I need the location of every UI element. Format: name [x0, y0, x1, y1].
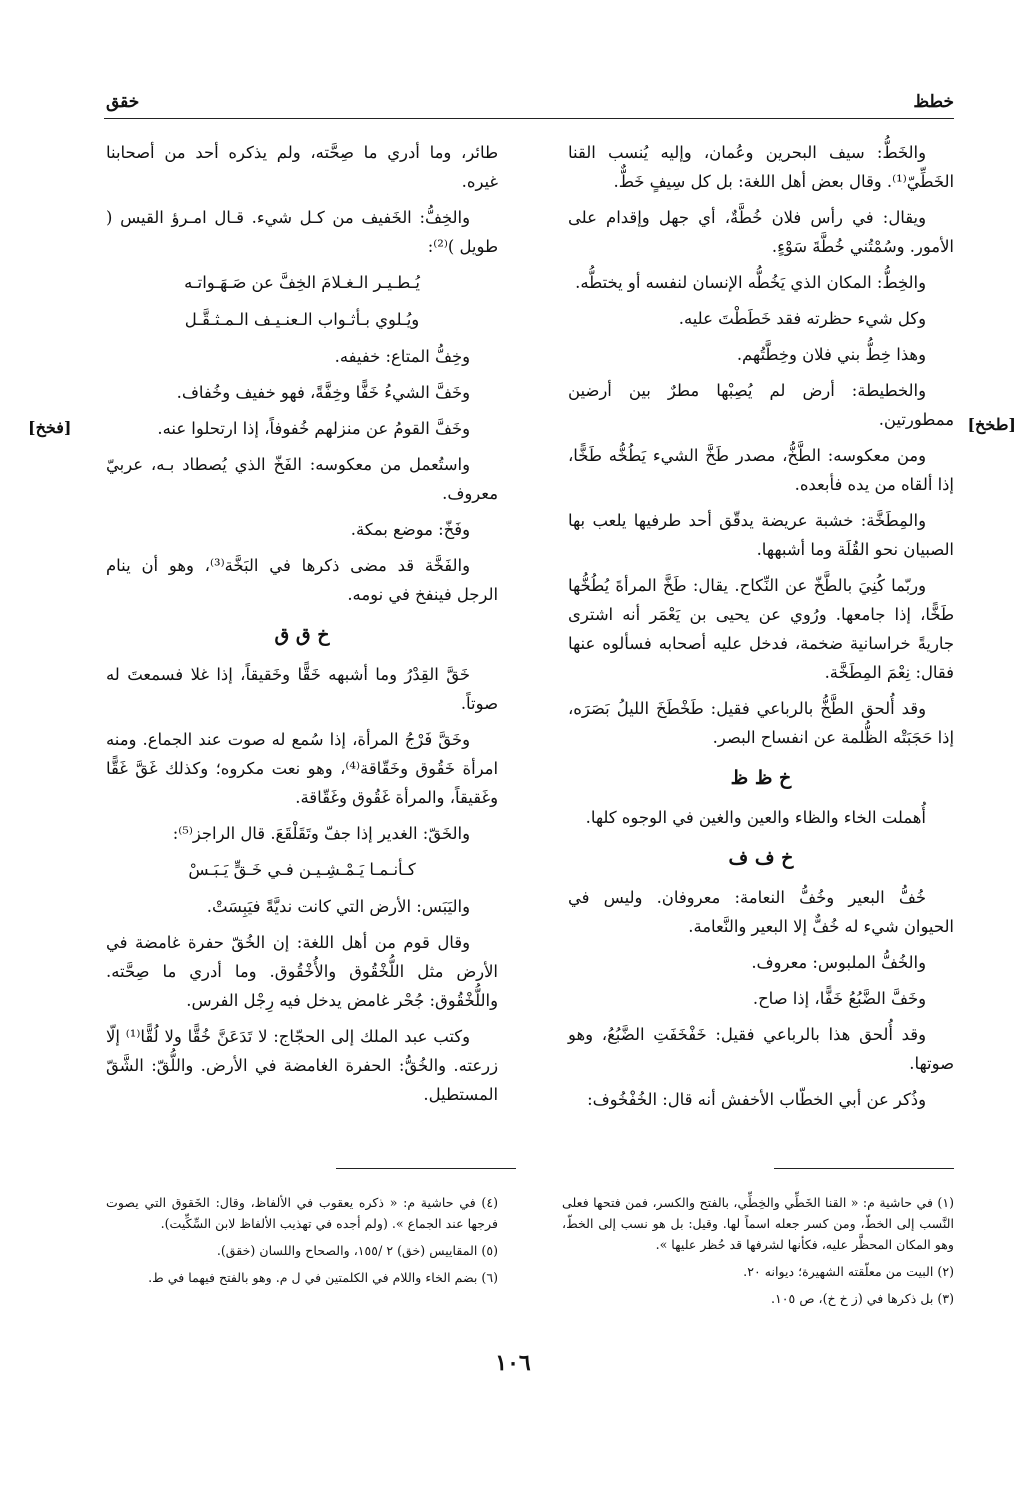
footnote-rule-left [336, 1168, 516, 1169]
paragraph: والخَقّ: الغدير إذا جفّ وتَقَلْقَعَ. قال الراجز⁽⁵⁾: [172, 824, 470, 843]
paragraph: وخَفَّ الشيءُ خَفًّا وخِفَّةً، فهو خفيف وخُفاف. [176, 383, 470, 402]
paragraph: وخَقَّ فَرْجُ المرأة، إذا سُمع له صوت عند الجماع. ومنه امرأة خَقُوق وخَقّاقة⁽⁴⁾، وهو نعت مكروه؛ وكذلك غَقَّ غَقًّا وغَقيقاً، والمرأة غَقُوق وغَقّاقة. [106, 730, 499, 807]
footnote: (٣) بل ذكرها في (ز خ خ)، ص ١٠٥. [771, 1291, 954, 1306]
left-column [106, 138, 498, 1116]
paragraph: والفَخَّة قد مضى ذكرها في البَخَّة⁽³⁾، وهو أن ينام الرجل فينفخ في نومه. [106, 556, 498, 604]
paragraph: وخِفُّ المتاع: خفيفه. [334, 347, 470, 366]
paragraph: وخَفَّ القومُ عن منزلهم خُفوفاً، إذا ارتحلوا عنه. [157, 419, 470, 438]
section-heading: خ ظ ظ [730, 767, 792, 789]
paragraph: والمِطَخَّة: خشبة عريضة يدقّق أحد طرفيها يلعب بها الصبيان نحو القُلَة وما أشبهها. [568, 511, 954, 559]
running-header-right: خطظ [913, 92, 954, 112]
paragraph: والخطيطة: أرض لم يُصِبْها مطرٌ بين أرضين ممطورتين. [568, 381, 954, 429]
page-number: ١٠٦ [495, 1350, 531, 1376]
paragraph: وذُكر عن أبي الخطّاب الأخفش أنه قال: الخُفْخُوف: [587, 1090, 926, 1109]
margin-tag-left: [فخخ] [28, 418, 72, 437]
right-column [568, 138, 954, 1121]
margin-tag-right: [طخخ] [967, 415, 1016, 434]
paragraph: خَقَّ القِدْرُ وما أشبهه خَقًّا وخَقيقاً، إذا غلا فسمعتَ له صوتاً. [106, 665, 498, 713]
paragraph: وقال قوم من أهل اللغة: إن الخُقّ حفرة غامضة في الأرض مثل اللُّخْقُوق والأُخْقُوق. وما أدري ما صِحَّته. واللُّخْقُوق: جُحْر غامض يدخل فيه رِجْل الفرس. [106, 933, 498, 1010]
footnote: (١) في حاشية م: « القنا الخَطِّي والخِطِّي، بالفتح والكسر، فمن فتحها فعلى النَّسب إلى الخطّ، ومن كسر جعله اسماً لها. وقيل: بل هو نسب إلى الخطّ، وهو المكان المحظَّر عليه، فكأنها لشرفها قد حُظر عليها ». [562, 1195, 954, 1252]
footnote: (٦) بضم الخاء واللام في الكلمتين في ل م. وهو بالفتح فيهما في ط. [148, 1270, 498, 1285]
verse-line: يُـطـيـر الـغـلامَ الخِفَّ عن صَـهَـواتـه [184, 273, 420, 292]
paragraph: وكل شيء حظرته فقد خَطَطْتَ عليه. [678, 309, 926, 328]
paragraph: أُهملت الخاء والظاء والعين والغين في الوجوه كلها. [585, 808, 926, 827]
paragraph: والخِطُّ: المكان الذي يَخُطُّه الإنسان لنفسه أو يختطُّه. [575, 273, 926, 292]
paragraph: طائر، وما أدري ما صِحَّته، ولم يذكره أحد من أصحابنا غيره. [106, 143, 498, 191]
paragraph: واستُعمل من معكوسه: الفَخّ الذي يُصطاد بـه، عربيّ معروف. [106, 455, 498, 503]
paragraph: وكتب عبد الملك إلى الحجّاج: لا تَدَعَنَّ خُقًّا ولا لُقًّا⁽¹⁾ إلّا زرعته. والخُقُّ: الحفرة الغامضة في الأرض. واللُّقّ: الشَّقّ المستطيل. [106, 1027, 498, 1104]
paragraph: والخِفُّ: الخَفيف من كـل شيء. قـال امـرؤ القيس ( طويل )⁽²⁾: [106, 208, 498, 256]
footnote: (٢) البيت من معلّقته الشهيرة؛ ديوانه ٢٠. [743, 1264, 954, 1279]
footnote: (٥) المقاييس (خق) ٢ /١٥٥، والصحاح واللسان (خقق). [216, 1243, 498, 1258]
paragraph: وفَخّ: موضع بمكة. [350, 520, 470, 539]
header-rule [104, 118, 954, 119]
paragraph: واليَبَس: الأرض التي كانت نديَّةً فيَبِسَتْ. [206, 897, 470, 916]
paragraph: وخَفَّ الضَّبُعُ خَفًّا، إذا صاح. [752, 989, 926, 1008]
section-heading: خ ق ق [274, 624, 330, 646]
footnotes-right [562, 1192, 954, 1315]
footnotes-left [106, 1192, 498, 1294]
paragraph: وقد أُلحق هذا بالرباعي فقيل: خَفْخَفَتِ الضَّبُعُ، وهو صوتها. [568, 1025, 954, 1073]
paragraph: وقد أُلحق الطَّخُّ بالرباعي فقيل: طَخْطَخَ الليلُ بَصَرَه، إذا حَجَبَتْه الظُّلمة عن انفساح البصر. [568, 699, 954, 747]
verse-line: ويُـلوي بـأثـواب الـعنـيـف الـمـثـقَّـل [184, 310, 420, 329]
section-heading: خ ف ف [728, 847, 794, 869]
paragraph: ويقال: في رأس فلان خُطَّةٌ، أي جهل وإقدام على الأمور. وسُمْتُني خُطَّةَ سَوْءٍ. [568, 208, 954, 256]
footnote-rule-right [774, 1168, 954, 1169]
paragraph: خُفُّ البعير وخُفُّ النعامة: معروفان. وليس في الحيوان شيء له خُفٌّ إلا البعير والنَّعامة. [568, 888, 954, 936]
running-header-left: خقق [106, 92, 140, 112]
paragraph: ومن معكوسه: الطَّخُّ، مصدر طَخَّ الشيء يَطُخُّه طَخًّا، إذا ألقاه من يده فأبعده. [568, 446, 954, 494]
paragraph: والخُفُّ الملبوس: معروف. [751, 953, 926, 972]
paragraph: وهذا خِطُّ بني فلان وخِطَّتُهم. [736, 345, 926, 364]
footnote: (٤) في حاشية م: « ذكره يعقوب في الألفاظ، وقال: الخَقوق التي يصوت فرجها عند الجماع ». (ولم أجده في تهذيب الألفاظ لابن السِّكِّيت). [106, 1195, 498, 1231]
paragraph: والخَطُّ: سيف البحرين وعُمان، وإليه يُنسب القنا الخَطِّيّ⁽¹⁾. وقال بعض أهل اللغة: بل كل سِيفٍ خَطٌّ. [568, 143, 954, 191]
verse-line: كـأنـمـا يَـمْـشِـيـن فـي خَـقٍّ يَـبَـسْ [188, 860, 416, 879]
paragraph: وربّما كُنِيَ بالطَّخّ عن النِّكاح. يقال: طَخَّ المرأةَ يُطُخُّها طَخًّا، إذا جامعها. ورُوي عن يحيى بن يَعْمَر أنه اشترى جاريةً خراسانية ضخمة، فدخل عليه أصحابه فسألوه عنها فقال: نِعْمَ المِطَخَّة. [568, 576, 954, 682]
